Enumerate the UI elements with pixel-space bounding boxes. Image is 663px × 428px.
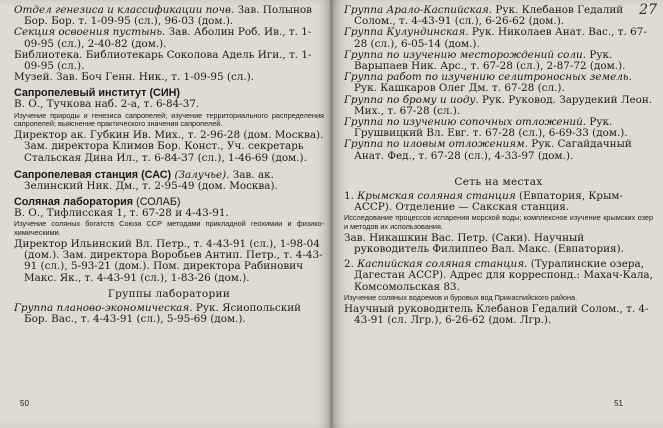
heading-sapropel-station: Сапропелевая станция (САС)	[14, 168, 172, 181]
station-caspian-staff: Научный руководитель Клебанов Гедалий Солом., т. 4-43-91 (сл. Лгр.), 6-26-62 (дом. Лгр.).	[344, 303, 649, 327]
station-crimean	[344, 191, 653, 213]
entry-museum	[14, 72, 324, 83]
groups-title: Группы лаборатории	[107, 287, 231, 300]
group-lead: Группа работ по изучению селитроносных земель.	[344, 71, 632, 84]
station-number: 2.	[344, 258, 358, 271]
station-caspian	[344, 259, 653, 293]
salt-lab-abbr: (СОЛАБ)	[133, 196, 181, 209]
group-text: Рук. Сагайдачный Анат. Фед., т. 67-28 (сл.), 4-33-97 (дом.).	[354, 138, 632, 162]
entry-soil-genesis	[14, 5, 324, 27]
station-caspian-description: Изучение соляных водоемов и буровых вод Прикаспийского района.	[344, 292, 578, 302]
entry-text: Зав. Полынов Бор. Бор. т. 1-09-95 (сл.), 96-03 (дом.).	[24, 4, 313, 28]
sin-staff: Директор ак. Губкин Ив. Мих., т. 2-96-28 (дом. Москва). Зам. директора Климов Бор. Конст., Уч. секретарь Стальская Дина Ил., т. 6-84-37 (сл.), 1-46-69 (дом.).	[14, 129, 324, 164]
group-lead: Группа Кулундинская.	[344, 26, 469, 39]
group-lead: Группа по изучению месторождений соли.	[344, 48, 587, 61]
station-name: Крымская соляная станция	[357, 189, 516, 202]
group-lead: Группа по иловым отложениям.	[344, 138, 528, 151]
entry-library	[14, 50, 324, 72]
group-text: Рук. Кашкаров Олег Дм. т. 67-28 (сл.).	[354, 82, 565, 95]
heading-sapropel-institute: Сапропелевый институт (СИН)	[14, 87, 181, 100]
group-mud-volcano	[344, 117, 653, 139]
group-aral-caspian	[344, 5, 653, 27]
group-lead: Группа по брому и иоду.	[344, 93, 479, 106]
entry-lead: Группа планово-экономическая.	[14, 301, 193, 314]
solab-staff: Директор Ильинский Вл. Петр., т. 4-43-91 (сл.), 1-98-04 (дом.). Зам. директора Воробьев Антип. Петр., т. 4-43-91 (сл.), 5-93-21 (дом.). Пом. директора Рабинович Макс. Як., т. 4-43-91 (сл.), 1-83-26 (дом.).	[14, 238, 323, 284]
salt-lab-title: Соляная лаборатория	[14, 196, 134, 209]
group-saltpeter	[344, 72, 653, 94]
group-kulunda	[344, 27, 653, 49]
group-silt-deposits	[344, 139, 653, 161]
station-crimean-staff: Зав. Никашкин Вас. Петр. (Саки). Научный руководитель Филиппео Вал. Макс. (Евпатория).	[344, 231, 624, 256]
sin-address: В. О., Тучкова наб. 2-а, т. 6-84-37.	[14, 98, 200, 111]
right-page	[332, 0, 663, 428]
group-text: Рук. Варыпаев Ник. Арс., т. 67-28 (сл.), 2-87-72 (дом.).	[354, 48, 626, 73]
group-lead: Группа по изучению сопочных отложений.	[344, 116, 587, 129]
group-text: Рук. Клебанов Гедалий Солом., т. 4-43-91 (сл.), 6-26-62 (дом.).	[354, 4, 624, 28]
handwritten-page-mark: 27	[639, 2, 657, 18]
entry-lead: Отдел генезиса и классификации почв.	[14, 4, 235, 16]
group-text: Рук. Руковод. Зарудекий Леон. Мих., т. 67-28 (сл.).	[354, 93, 653, 117]
entry-sapropel-station	[14, 169, 324, 192]
group-bromine-iodine	[344, 95, 653, 117]
entry-text: Зав. Аболин Роб. Ив., т. 1-09-95 (сл.), 2-40-82 (дом.).	[24, 26, 312, 50]
entry-text: Музей. Зав. Боч Генн. Ник., т. 1-09-95 (сл.).	[14, 71, 255, 84]
sas-text: Зав. ак. Зелинский Ник. Дм., т. 2-95-49 (дом. Москва).	[24, 168, 278, 193]
entry-group-planning	[14, 303, 324, 325]
group-text: Рук. Грушвицкий Вл. Евг. т. 67-28 (сл.), 6-69-33 (дом.).	[354, 116, 628, 140]
station-text: (Евпатория, Крым-АССР). Отделение — Сакская станция.	[354, 189, 623, 214]
group-salt-deposits	[344, 50, 653, 72]
sin-description: Изучение природы и генезиса сапропелей; изучение территориального распределения сапропелей; выяснение практического значения сапропелей.	[14, 110, 324, 128]
entry-lead: Секция освоения пустынь.	[14, 26, 166, 39]
entry-desert-section	[14, 27, 324, 49]
page-number-left: 50	[20, 399, 29, 408]
group-lead: Группа Арало-Каспийская.	[344, 4, 493, 16]
spacer	[344, 162, 653, 166]
station-crimean-description: Исследование процессов испарения морской воды; комплексное изучение крымских озер и методов их использования.	[344, 213, 653, 231]
sas-place: (Залучье).	[174, 168, 230, 181]
entry-text: Рук. Ясиопольский Бор. Вас., т. 4-43-91 (сл.), 5-95-69 (дом.).	[24, 301, 302, 326]
station-name: Каспийская соляная станция.	[357, 258, 528, 271]
station-number: 1.	[344, 189, 358, 202]
entry-text: Библиотека. Библиотекарь Соколова Адель Иги., т. 1-09-95 (сл.).	[14, 48, 312, 73]
solab-address: В. О., Тифлисская 1, т. 67-28 и 4-43-91.	[14, 207, 229, 220]
solab-description: Изучение соляных богатств Союза ССР методами прикладной геохимии и физико-химическими.	[14, 219, 324, 237]
group-text: Рук. Николаев Анат. Вас., т. 67-28 (сл.), 6-05-14 (дом.).	[354, 26, 647, 50]
book-gutter	[330, 0, 333, 428]
page-number-right: 51	[614, 399, 623, 408]
station-text: (Туралинские озера, Дагестан АССР). Адрес для корреспонд.: Махач-Кала, Комсомольская 83.	[354, 258, 653, 293]
network-title: Сеть на местах	[454, 175, 543, 188]
